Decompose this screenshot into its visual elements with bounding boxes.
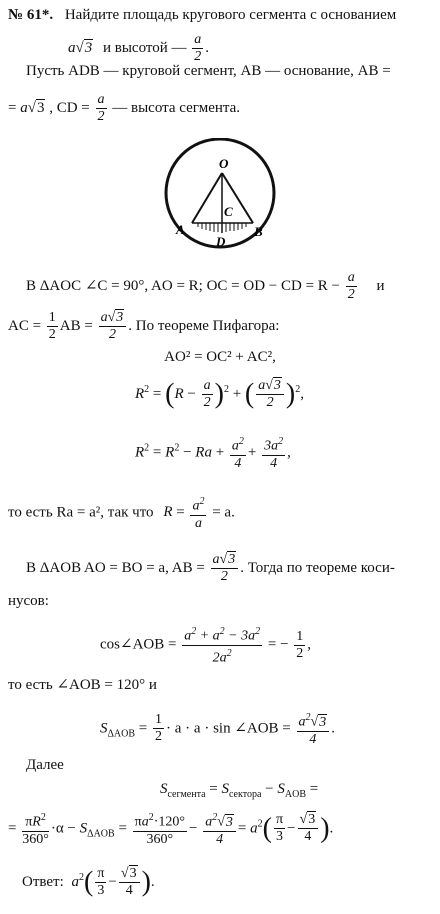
triangle-aob-line: В ΔAOB AO = BO = a, AB = $\frac{a√3}{2}$ . Тогда по теореме коси- — [26, 552, 395, 584]
problem-statement-line2: a√3 и высотой — $\frac{a}{2}$ . — [68, 32, 210, 64]
answer-line: Ответ: $a^2$( $\frac{\pi}{3}$ − $\frac{√3}{4}$ ). — [22, 866, 155, 898]
label-b: B — [254, 224, 263, 239]
segment-equation-2: = $\frac{\pi R^2}{360^\circ}$ $\cdot\alpha - S_{\Delta AOB}$ = $\frac{\pi a^2\cdot 120^\circ}{360^\circ}$ − $\frac{a^2√3}{4}$ = $a^2$( $\frac{\pi}{3}$ − $\frac{√3}{4}$ ). — [8, 812, 334, 847]
label-c: C — [224, 204, 233, 219]
triangle-aoc-line: В ΔAOC ∠C = 90°, AO = R; OC = OD − CD = R − $\frac{a}{2}$ и — [26, 270, 385, 302]
further-label: Далее — [26, 757, 64, 773]
cos-equation: cos∠AOB = $\frac{a^2 + a^2 - 3a^2}{2a^2}$ = − $\frac{1}{2}$ , — [100, 626, 312, 666]
label-a: A — [176, 222, 185, 237]
problem-text-1: Найдите площадь кругового сегмента с основанием — [64, 7, 397, 23]
eq-pythagoras: AO² = OC² + AC², — [164, 349, 276, 365]
problem-statement-line1 — [8, 6, 396, 24]
segment-equation-1: $S_{сегмента} = S_{сектора} - S_{AOB}$ = — [160, 781, 319, 800]
problem-text-2: и высотой — — [102, 39, 187, 56]
problem-height: $\frac{a}{2}$ — [194, 32, 202, 64]
ac-line: AC = $\frac{1}{2}$ AB = $\frac{a√3}{2}$ . По теореме Пифагора: — [8, 310, 280, 342]
label-d: D — [216, 234, 226, 249]
angle-result: то есть ∠AOB = 120° и — [8, 677, 157, 693]
intro-line1: Пусть ADB — круговой сегмент, AB — основание, AB = — [26, 63, 391, 79]
intro-line2: = a√3 , CD = $\frac{a}{2}$ — высота сегмента. — [8, 92, 241, 124]
triangle-aob-line2: нусов: — [8, 593, 49, 609]
radius-oa — [192, 173, 222, 223]
problem-base: a√3 — [68, 39, 93, 56]
segment-figure — [160, 138, 280, 268]
label-o: O — [219, 156, 229, 171]
eq-r-squared-1: $R^2 = (R$ − $\frac{a}{2}$ )$^2$ + ( $\frac{a√3}{2}$ )$^2$, — [135, 378, 304, 410]
area-aob-equation: $S_{\Delta AOB}$ = $\frac{1}{2}$ · a · a · sin ∠AOB = $\frac{a^2√3}{4}$ . — [100, 712, 335, 747]
conclusion-r-line: то есть Ra = a², так что R = $\frac{a^2}{a}$ = a. — [8, 496, 235, 531]
eq-r-squared-2: $R^2 = R^2 - Ra$ + $\frac{a^2}{4}$ + $\frac{3a^2}{4}$ , — [135, 436, 291, 471]
problem-number: № 61*. — [8, 7, 54, 23]
